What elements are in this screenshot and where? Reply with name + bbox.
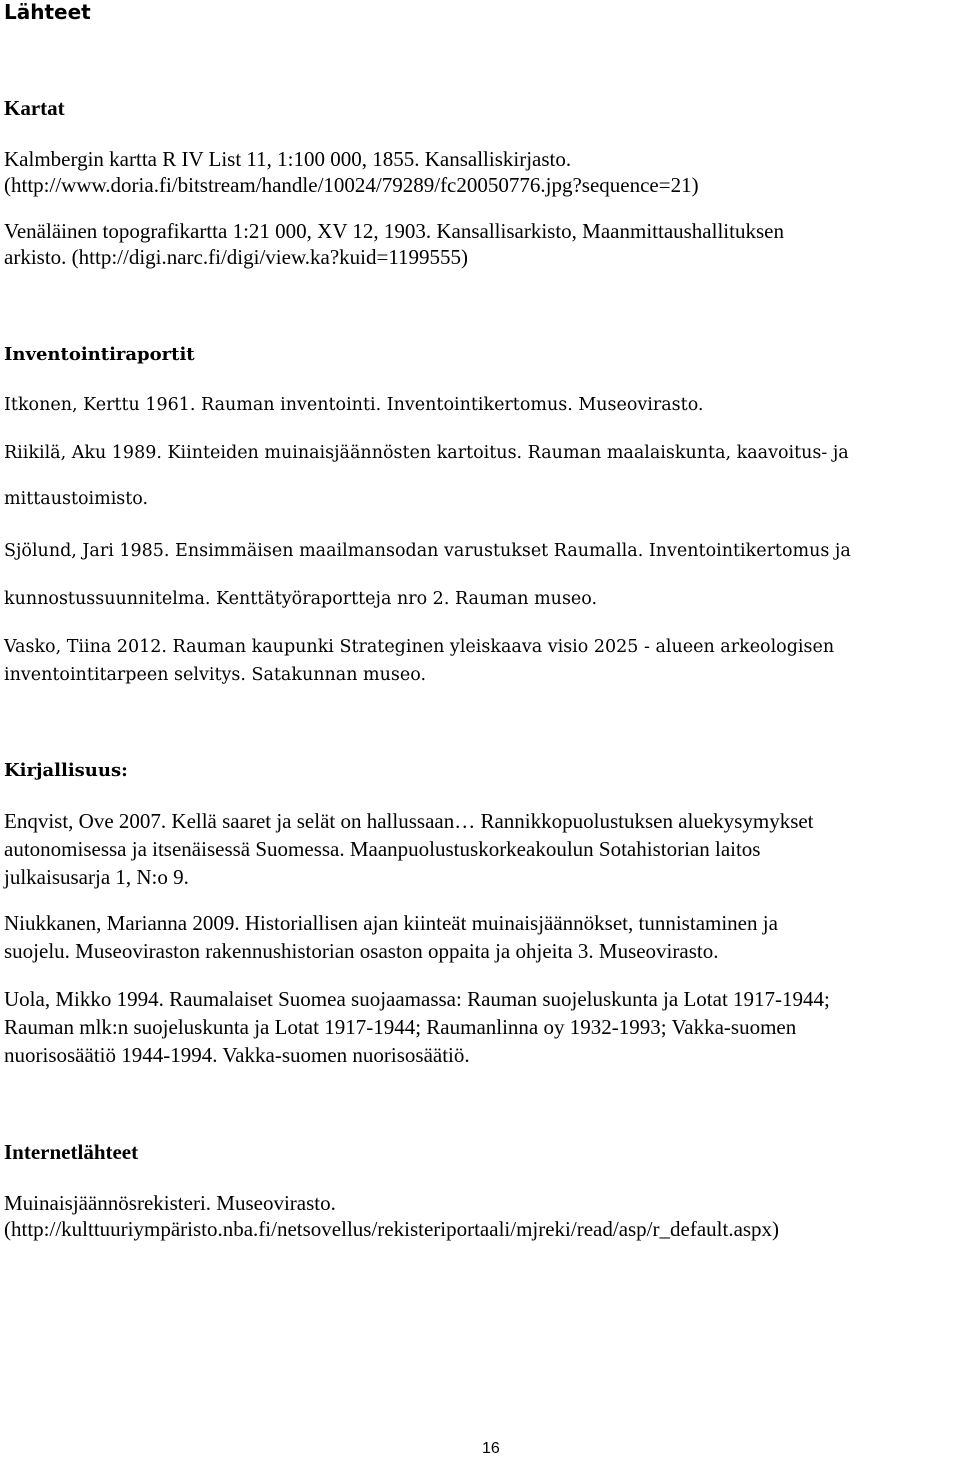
reference-line: Venäläinen topografikartta 1:21 000, XV 12, 1903. Kansallisarkisto, Maanmittaushallituksen [4, 219, 784, 243]
section-heading-inventointiraportit: Inventointiraportit [4, 344, 195, 365]
reference-line: (http://kulttuuriympäristo.nba.fi/netsovellus/rekisteriportaali/mjreki/read/asp/r_default.aspx) [4, 1217, 780, 1241]
section-heading-kirjallisuus: Kirjallisuus: [4, 760, 128, 781]
reference-line: Niukkanen, Marianna 2009. Historiallisen ajan kiinteät muinaisjäännökset, tunnistaminen ja [4, 911, 778, 935]
page-number: 16 [482, 1440, 500, 1457]
reference-line: (http://www.doria.fi/bitstream/handle/10024/79289/fc20050776.jpg?sequence=21) [4, 173, 699, 197]
reference-line: Kalmbergin kartta R IV List 11, 1:100 000, 1855. Kansalliskirjasto. [4, 147, 572, 171]
reference-line: Enqvist, Ove 2007. Kellä saaret ja selät on hallussaan… Rannikkopuolustuksen aluekysymykset [4, 809, 814, 833]
reference-line: inventointitarpeen selvitys. Satakunnan museo. [4, 665, 427, 685]
reference-line: Itkonen, Kerttu 1961. Rauman inventointi. Inventointikertomus. Museovirasto. [4, 395, 704, 415]
reference-line: Muinaisjäännösrekisteri. Museovirasto. [4, 1191, 336, 1215]
reference-line: Riikilä, Aku 1989. Kiinteiden muinaisjäännösten kartoitus. Rauman maalaiskunta, kaavoitus- ja [4, 443, 849, 463]
reference-line: nuorisosäätiö 1944-1994. Vakka-suomen nuorisosäätiö. [4, 1043, 470, 1067]
reference-line: autonomisessa ja itsenäisessä Suomessa. Maanpuolustuskorkeakoulun Sotahistorian laitos [4, 837, 761, 861]
reference-line: Vasko, Tiina 2012. Rauman kaupunki Strateginen yleiskaava visio 2025 - alueen arkeologisen [4, 637, 835, 657]
reference-line: arkisto. (http://digi.narc.fi/digi/view.ka?kuid=1199555) [4, 245, 469, 269]
reference-line: julkaisusarja 1, N:o 9. [4, 865, 189, 889]
page-title: Lähteet [4, 0, 91, 24]
reference-line: mittaustoimisto. [4, 489, 149, 509]
reference-line: suojelu. Museoviraston rakennushistorian osaston oppaita ja ohjeita 3. Museovirasto. [4, 939, 719, 963]
section-heading-internetlahteet: Internetlähteet [4, 1140, 139, 1164]
reference-line: kunnostussuunnitelma. Kenttätyöraportteja nro 2. Rauman museo. [4, 589, 598, 609]
reference-line: Sjölund, Jari 1985. Ensimmäisen maailmansodan varustukset Raumalla. Inventointikertomus ja [4, 541, 851, 561]
section-heading-kartat: Kartat [4, 96, 65, 120]
reference-line: Uola, Mikko 1994. Raumalaiset Suomea suojaamassa: Rauman suojeluskunta ja Lotat 1917-1944; [4, 987, 830, 1011]
reference-line: Rauman mlk:n suojeluskunta ja Lotat 1917-1944; Raumanlinna oy 1932-1993; Vakka-suomen [4, 1015, 797, 1039]
